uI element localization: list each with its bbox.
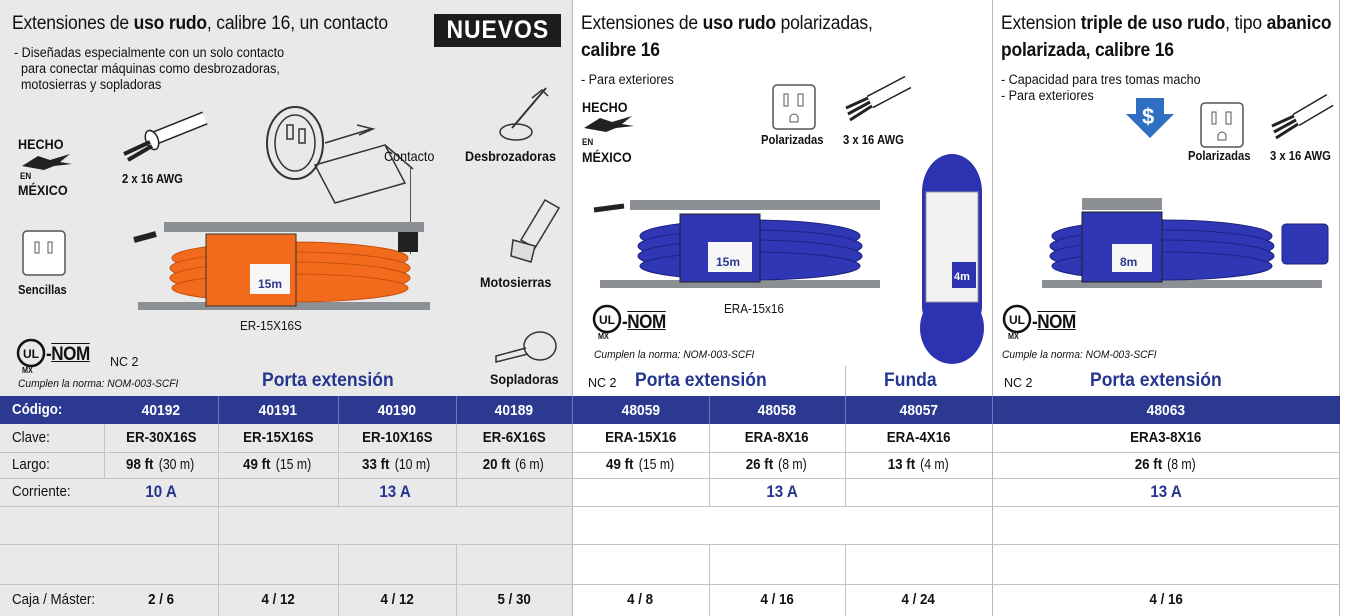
- row-divider: [0, 478, 1340, 479]
- clave-cell: ER-6X16S: [482, 430, 546, 446]
- blower-icon: [492, 326, 562, 366]
- panel-description: - Para exteriores: [581, 72, 674, 87]
- panel-title: Extension triple de uso rudo, tipo abanico: [1001, 13, 1332, 34]
- column-divider: [456, 544, 457, 616]
- row-label: Caja / Máster:: [12, 592, 96, 608]
- panel-title: Extensiones de uso rudo, calibre 16, un contacto: [12, 13, 388, 34]
- caja-cell: 4 / 8: [627, 592, 654, 608]
- largo-cell: 20 ft (6 m): [482, 457, 544, 473]
- new-badge: NUEVOS: [434, 14, 561, 47]
- header-divider: [456, 396, 457, 424]
- norma-label: Cumplen la norma: NOM-003-SCFI: [594, 349, 755, 361]
- column-divider: [845, 544, 846, 616]
- desbrozadoras-label: Desbrozadoras: [465, 148, 557, 164]
- panel-description: - Diseñadas especialmente con un solo contacto para conectar máquinas como desbrozadoras, motosierras y sopladoras: [14, 45, 285, 92]
- sopladoras-label: Sopladoras: [490, 371, 559, 387]
- caja-cell: 4 / 12: [380, 592, 414, 608]
- clave-cell: ER-30X16S: [125, 430, 197, 446]
- polarized-outlet-icon: [1200, 102, 1244, 148]
- svg-text:UL: UL: [1009, 313, 1025, 327]
- ul-icon: [1002, 304, 1032, 334]
- code-cell: 48058: [757, 401, 797, 419]
- largo-cell: 98 ft (30 m): [126, 457, 195, 473]
- cable-3-wire-icon: [842, 76, 912, 126]
- awg-label: 3 x 16 AWG: [1270, 149, 1331, 163]
- header-divider: [845, 396, 846, 424]
- sencillas-label: Sencillas: [18, 283, 67, 297]
- largo-cell: 13 ft (4 m): [887, 457, 949, 473]
- column-divider: [218, 424, 219, 616]
- row-label: Clave:: [12, 430, 50, 446]
- header-divider: [709, 396, 710, 424]
- panel-title-line2: calibre 16: [581, 40, 660, 61]
- ul-icon: [16, 338, 46, 368]
- norma-label: Cumplen la norma: NOM-003-SCFI: [18, 378, 179, 390]
- caja-cell: 2 / 6: [148, 592, 174, 608]
- svg-text:$: $: [1142, 104, 1155, 129]
- row-divider: [0, 452, 1340, 453]
- dollar-down-arrow-icon: [1126, 96, 1174, 140]
- panel-divider: [1339, 0, 1340, 616]
- corriente-cell: 13 A: [1150, 482, 1182, 501]
- clave-cell: ERA-8X16: [745, 430, 809, 446]
- subheading-porta: Porta extensión: [635, 369, 767, 391]
- header-divider: [218, 396, 219, 424]
- code-cell: 48063: [1146, 401, 1186, 419]
- row-divider: [0, 584, 1340, 585]
- clave-cell: ER-10X16S: [361, 430, 433, 446]
- row-label-codigo: Código:: [12, 402, 63, 418]
- subheading-porta: Porta extensión: [262, 369, 394, 391]
- model-label: ERA-15x16: [724, 301, 784, 316]
- triple-reel-image: [1012, 184, 1332, 298]
- panel-polarized: Extensiones de uso rudo polarizadas, calibre 16 - Para exteriores HECHO EN MÉXICO Polarizadas 3 x 16 AWG 15m ERA-15x16 4m UL MX -NOM Cumplen la norma: NOM-003-SCFI NC 2 Porta extensión Funda: [572, 0, 992, 396]
- cable-3-wire-icon: [1268, 94, 1334, 144]
- contacto-label: Contacto: [384, 148, 435, 164]
- svg-text:4m: 4m: [954, 271, 970, 283]
- eagle-icon: [20, 152, 76, 172]
- clave-cell: ER-15X16S: [242, 430, 314, 446]
- brushcutter-icon: [492, 84, 556, 144]
- eagle-icon: [582, 114, 634, 136]
- subheading-funda: Funda: [884, 369, 937, 391]
- orange-reel-image: [120, 206, 430, 316]
- largo-cell: 49 ft (15 m): [243, 457, 312, 473]
- subheading-divider: [845, 366, 846, 396]
- largo-cell: 26 ft (8 m): [745, 457, 807, 473]
- single-outlet-icon: [22, 230, 66, 276]
- column-divider: [709, 544, 710, 616]
- panel-title-line2: polarizada, calibre 16: [1001, 40, 1174, 61]
- column-divider: [104, 424, 105, 478]
- norma-label: Cumple la norma: NOM-003-SCFI: [1002, 349, 1157, 361]
- panel-description: - Capacidad para tres tomas macho - Para exteriores: [1001, 72, 1201, 103]
- code-cell: 40192: [141, 401, 181, 419]
- model-label: ER-15X16S: [240, 318, 302, 333]
- header-divider: [338, 396, 339, 424]
- code-cell: 48057: [899, 401, 938, 419]
- panel-single-contact: Extensiones de uso rudo, calibre 16, un contacto NUEVOS - Diseñadas especialmente con un solo contacto para conectar máquinas como desbrozadoras, motosierras y sopladoras HECHO EN MÉXICO 2 x 16 AWG Contacto Desbrozadoras Motosierras Sopladoras Sencillas 15m ER-15X16S UL MX -NOM NC 2 Cumplen la norma: NOM-003-SCFI Porta extensión: [0, 0, 572, 396]
- motosierras-label: Motosierras: [480, 274, 552, 290]
- blue-reel-image: [590, 186, 890, 296]
- largo-cell: 49 ft (15 m): [605, 457, 674, 473]
- cable-2-wire-icon: [110, 110, 210, 170]
- column-divider: [845, 424, 846, 506]
- header-divider: [572, 396, 573, 424]
- clave-cell: ERA-15X16: [604, 430, 677, 446]
- header-divider: [992, 396, 993, 424]
- code-cell: 40190: [377, 401, 417, 419]
- row-label: Corriente:: [12, 484, 71, 500]
- chainsaw-icon: [505, 196, 565, 266]
- corriente-cell: 13 A: [379, 482, 411, 501]
- ul-icon: [592, 304, 622, 334]
- subheading-porta: Porta extensión: [1090, 369, 1222, 391]
- svg-text:UL: UL: [23, 347, 39, 361]
- awg-label: 2 x 16 AWG: [122, 172, 183, 186]
- corriente-cell: 10 A: [145, 482, 177, 501]
- funda-package-image: [914, 152, 990, 364]
- panel-triple: Extension triple de uso rudo, tipo abanico polarizada, calibre 16 - Capacidad para tres tomas macho - Para exteriores $ Polarizadas 3 x 16 AWG 8m UL MX -NOM Cumple la norma: NOM-003-SCFI NC 2 Porta extensión: [992, 0, 1340, 396]
- polarized-outlet-icon: [772, 84, 816, 130]
- column-divider: [338, 544, 339, 616]
- polarizadas-label: Polarizadas: [1188, 149, 1251, 163]
- nc-label: NC 2: [588, 376, 617, 390]
- column-divider: [709, 424, 710, 506]
- row-divider: [0, 506, 1340, 507]
- clave-cell: ERA-4X16: [886, 430, 951, 446]
- nc-label: NC 2: [110, 355, 139, 369]
- code-cell: 48059: [621, 401, 660, 419]
- svg-text:15m: 15m: [258, 277, 283, 291]
- clave-cell: ERA3-8X16: [1130, 430, 1202, 446]
- column-divider: [456, 424, 457, 506]
- polarizadas-label: Polarizadas: [761, 133, 824, 147]
- awg-label: 3 x 16 AWG: [843, 133, 904, 147]
- svg-text:UL: UL: [599, 313, 615, 327]
- code-cell: 40191: [258, 401, 298, 419]
- row-divider: [0, 544, 1340, 545]
- row-label: Largo:: [12, 457, 50, 473]
- caja-cell: 5 / 30: [497, 592, 531, 608]
- nom-logo: -NOM: [46, 344, 90, 365]
- column-divider: [338, 424, 339, 506]
- largo-cell: 33 ft (10 m): [362, 457, 431, 473]
- caja-cell: 4 / 16: [1149, 592, 1183, 608]
- svg-text:8m: 8m: [1120, 255, 1138, 269]
- nc-label: NC 2: [1004, 376, 1033, 390]
- largo-cell: 26 ft (8 m): [1134, 457, 1196, 473]
- svg-text:15m: 15m: [716, 255, 741, 269]
- panel-divider: [992, 0, 993, 616]
- caja-cell: 4 / 24: [901, 592, 936, 608]
- caja-cell: 4 / 16: [760, 592, 794, 608]
- panel-title: Extensiones de uso rudo polarizadas,: [581, 13, 873, 34]
- corriente-cell: 13 A: [766, 482, 798, 501]
- panel-divider: [572, 0, 573, 616]
- code-cell: 40189: [494, 401, 534, 419]
- caja-cell: 4 / 12: [261, 592, 295, 608]
